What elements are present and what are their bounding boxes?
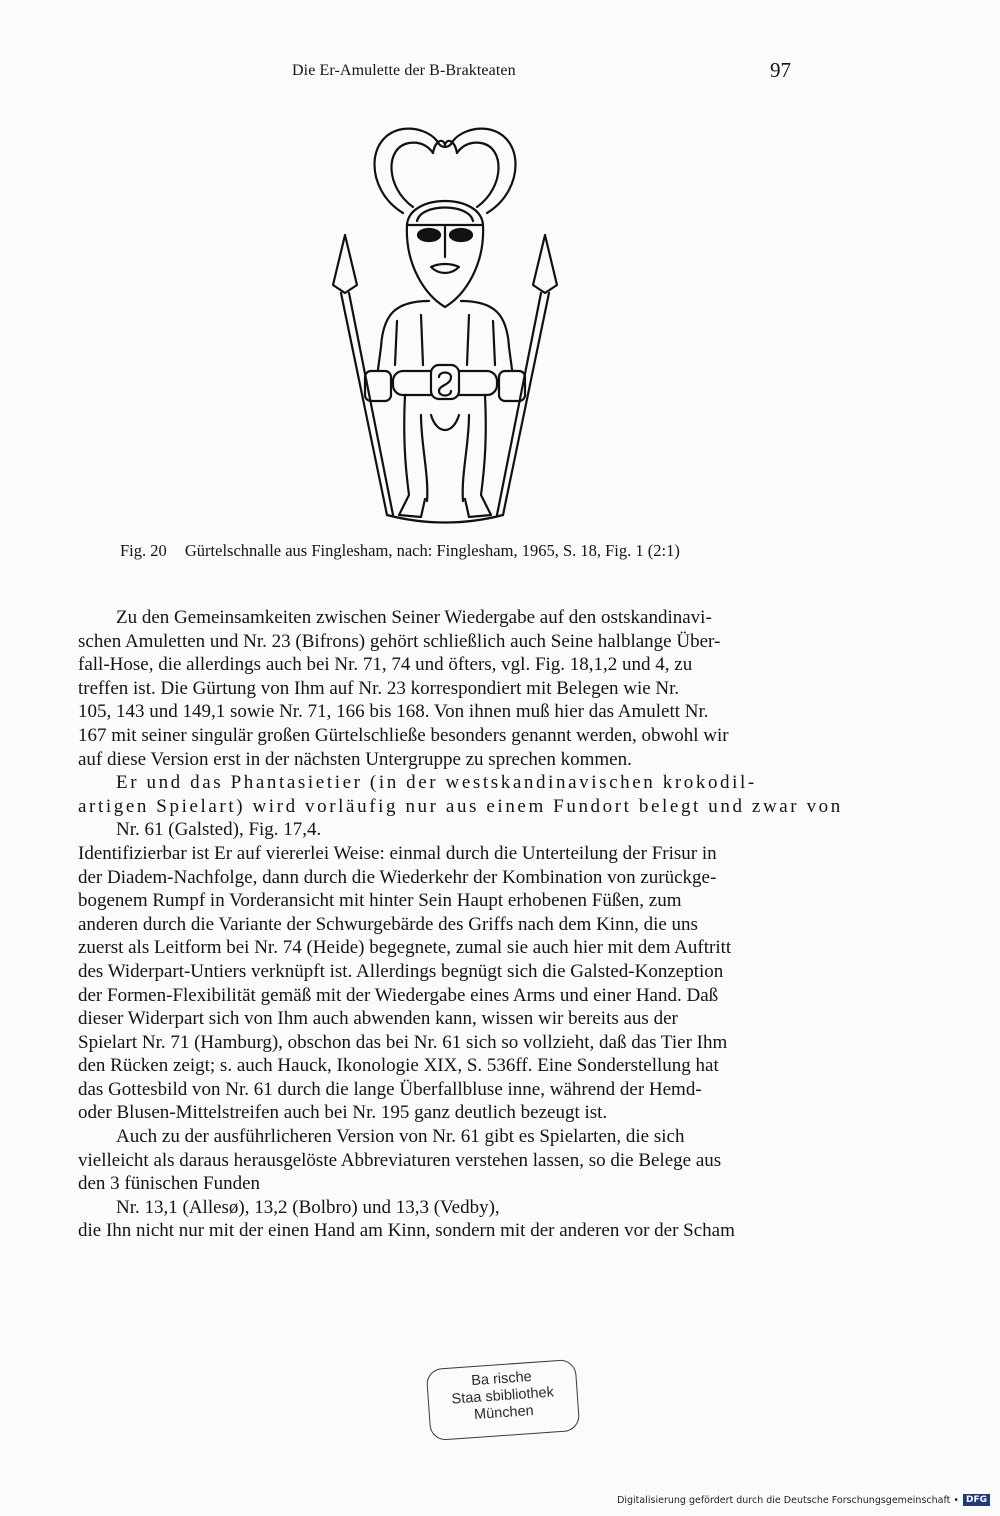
figure-caption bbox=[120, 541, 820, 561]
text-line: oder Blusen-Mittelstreifen auch bei Nr. 195 ganz deutlich bezeugt ist. bbox=[78, 1102, 608, 1124]
stamp-line: Ba rische bbox=[470, 1368, 533, 1390]
text-line: der Diadem-Nachfolge, dann durch die Wiederkehr der Kombination von zurückge- bbox=[78, 866, 717, 888]
stamp-line: Staa sbibliothek bbox=[451, 1384, 555, 1408]
text-line: vielleicht als daraus herausgelöste Abbreviaturen verstehen lassen, so die Belege aus bbox=[78, 1149, 722, 1171]
page-number: 97 bbox=[770, 58, 791, 82]
text-line: der Formen-Flexibilität gemäß mit der Wiedergabe eines Arms und einer Hand. Daß bbox=[78, 984, 719, 1006]
footer-text: Digitalisierung gefördert durch die Deutsche Forschungsgemeinschaft • bbox=[617, 1494, 959, 1506]
text-line: treffen ist. Die Gürtung von Ihm auf Nr. 23 korrespondiert mit Belegen wie Nr. bbox=[78, 677, 680, 699]
text-line: bogenem Rumpf in Vorderansicht mit hinter Sein Haupt erhobenen Füßen, zum bbox=[78, 890, 682, 912]
text-line: Identifizierbar ist Er auf viererlei Weise: einmal durch die Unterteilung der Frisur in bbox=[78, 842, 717, 864]
text-line-reference: Nr. 61 (Galsted), Fig. 17,4. bbox=[116, 819, 322, 841]
text-line: Zu den Gemeinsamkeiten zwischen Seiner Wiedergabe auf den ostskandinavi- bbox=[116, 607, 712, 628]
figure-label: Fig. 20 bbox=[120, 541, 167, 560]
text-line: artigen Spielart) wird vorläufig nur aus einem Fundort belegt und zwar von bbox=[78, 795, 843, 817]
text-line: das Gottesbild von Nr. 61 durch die lange Überfallbluse inne, während der Hemd- bbox=[78, 1078, 702, 1100]
running-title: Die Er-Amulette der B-Brakteaten bbox=[292, 62, 516, 79]
text-line: 167 mit seiner singulär großen Gürtelschließe besonders genannt werden, obwohl wir bbox=[78, 724, 729, 746]
text-line: anderen durch die Variante der Schwurgebärde des Griffs nach dem Kinn, die uns bbox=[78, 913, 698, 935]
text-line: Er und das Phantasietier (in der westskandinavischen krokodil- bbox=[116, 772, 757, 794]
text-line: die Ihn nicht nur mit der einen Hand am Kinn, sondern mit der anderen vor der Scham bbox=[78, 1220, 735, 1242]
text-line: fall-Hose, die allerdings auch bei Nr. 71, 74 und öfters, vgl. Fig. 18,1,2 und 4, zu bbox=[78, 654, 693, 676]
dfg-logo: DFG bbox=[963, 1494, 990, 1506]
digitization-footer bbox=[617, 1494, 990, 1506]
text-line: zuerst als Leitform bei Nr. 74 (Heide) begegnete, zumal sie auch hier mit dem Auftritt bbox=[78, 937, 732, 959]
text-line: den Rücken zeigt; s. auch Hauck, Ikonologie XIX, S. 536ff. Eine Sonderstellung hat bbox=[78, 1055, 719, 1077]
text-line: Spielart Nr. 71 (Hamburg), obschon das bei Nr. 61 sich so vollzieht, daß das Tier Ihm bbox=[78, 1031, 728, 1053]
stamp-line: München bbox=[473, 1402, 535, 1424]
text-line: des Widerpart-Untiers verknüpft ist. Allerdings begnügt sich die Galsted-Konzeption bbox=[78, 960, 724, 982]
text-line: schen Amuletten und Nr. 23 (Bifrons) gehört schließlich auch Seine halblange Über- bbox=[78, 630, 721, 652]
library-stamp bbox=[426, 1359, 581, 1441]
body-text bbox=[78, 606, 843, 1243]
text-line: den 3 fünischen Funden bbox=[78, 1173, 261, 1195]
text-line: dieser Widerpart sich von Ihm auch abwenden kann, wissen wir bereits aus der bbox=[78, 1008, 678, 1030]
text-line: 105, 143 und 149,1 sowie Nr. 71, 166 bis 168. Von ihnen muß hier das Amulett Nr. bbox=[78, 701, 709, 723]
text-line: Auch zu der ausführlicheren Version von Nr. 61 gibt es Spielarten, die sich bbox=[116, 1126, 685, 1148]
figure-caption-text: Gürtelschnalle aus Finglesham, nach: Finglesham, 1965, S. 18, Fig. 1 (2:1) bbox=[184, 541, 680, 560]
text-line-reference: Nr. 13,1 (Allesø), 13,2 (Bolbro) und 13,3 (Vedby), bbox=[116, 1196, 500, 1218]
text-line: auf diese Version erst in der nächsten Untergruppe zu sprechen kommen. bbox=[78, 748, 632, 770]
figure-buckle-illustration bbox=[325, 115, 565, 535]
